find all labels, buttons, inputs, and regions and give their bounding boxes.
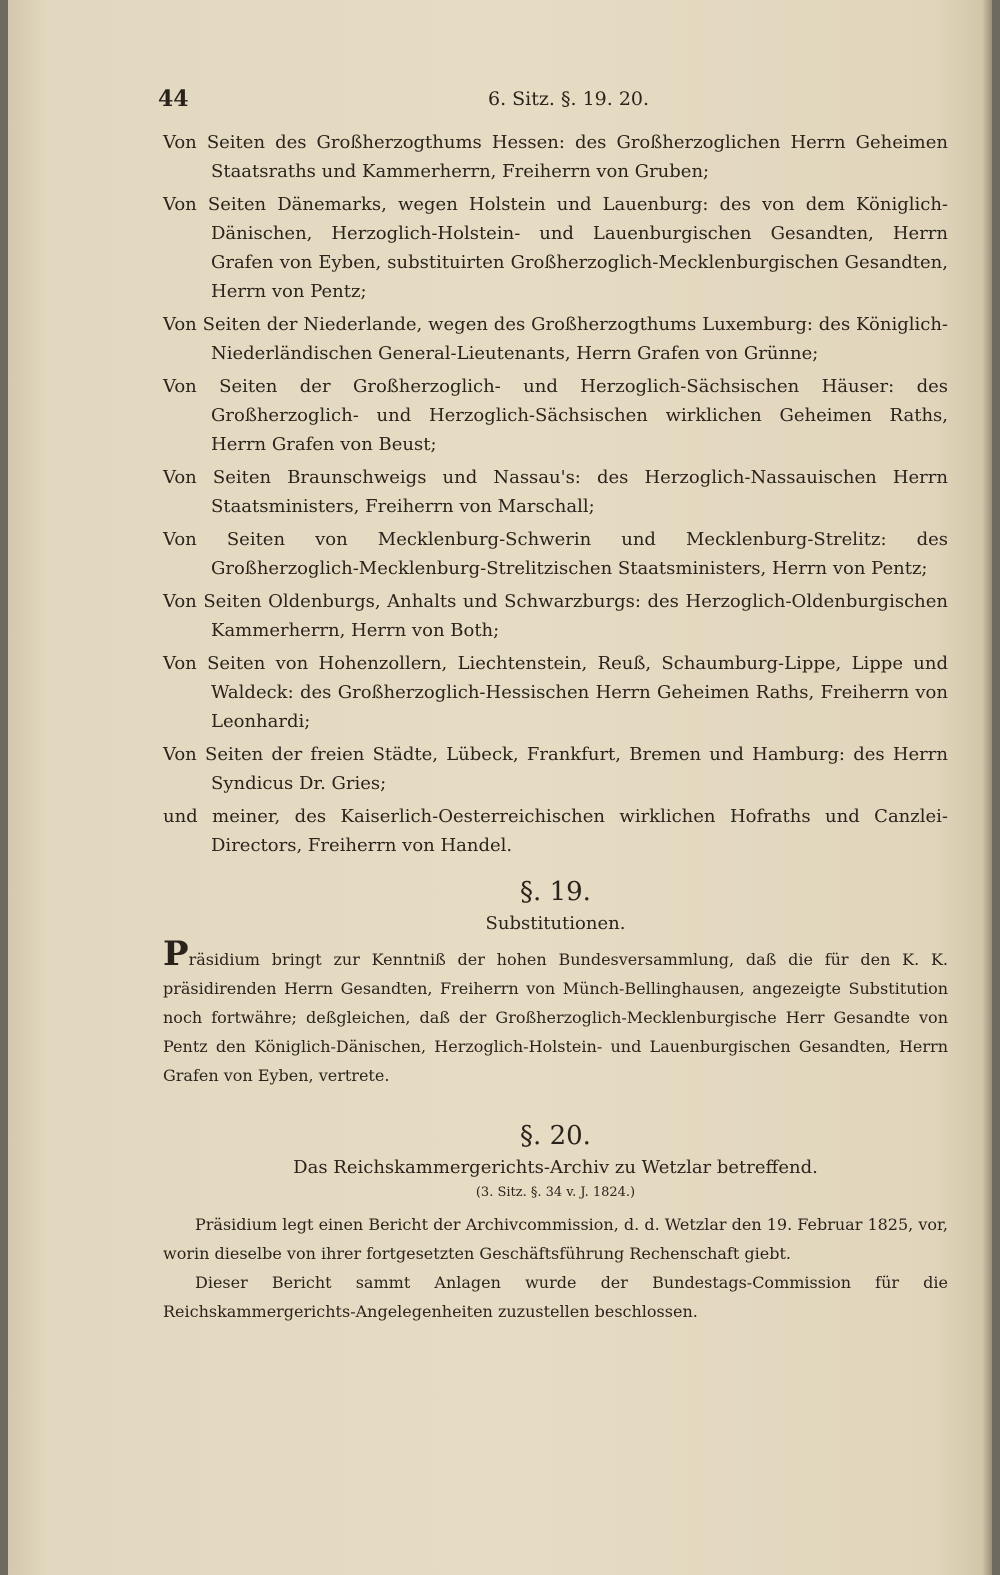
running-head: 6. Sitz. §. 19. 20. [488, 88, 650, 110]
delegate-entry: Von Seiten der Großherzoglich- und Herzoglich-Sächsischen Häuser: des Großherzoglich- und Herzoglich-Sächsischen wirklichen Geheimen Raths, Herrn Grafen von Beust; [163, 376, 948, 455]
delegate-entry: Von Seiten der freien Städte, Lübeck, Frankfurt, Bremen und Hamburg: des Herrn Syndicus Dr. Gries; [163, 744, 948, 794]
section-19-text: räsidium bringt zur Kenntniß der hohen Bundesversammlung, daß die für den K. K. präsidirenden Herrn Gesandten, Freiherrn von Münch-Bellinghausen, angezeigte Substitution noch fortwähre; deßgleichen, daß der Großherzoglich-Mecklenburgische Herr Gesandte von Pentz den Königlich-Dänischen, Herzoglich-Holstein- und Lauenburgischen Gesandten, Herrn Grafen von Eyben, vertrete. [163, 950, 948, 1085]
section-19-subtitle: Substitutionen. [485, 913, 626, 934]
delegate-entry: Von Seiten von Mecklenburg-Schwerin und Mecklenburg-Strelitz: des Großherzoglich-Mecklenburg-Strelitzischen Staatsministers, Herrn von Pentz; [163, 529, 948, 579]
page-header [158, 86, 948, 116]
section-19-paragraph [163, 934, 948, 1090]
page-number: 44 [158, 86, 189, 112]
section-20-subtitle: Das Reichskammergerichts-Archiv zu Wetzlar betreffend. [293, 1157, 818, 1178]
drop-cap: P [163, 934, 189, 974]
delegate-entry: Von Seiten des Großherzogthums Hessen: des Großherzoglichen Herrn Geheimen Staatsraths und Kammerherrn, Freiherrn von Gruben; [163, 132, 948, 182]
section-20-reference: (3. Sitz. §. 34 v. J. 1824.) [475, 1185, 636, 1200]
page-content [163, 128, 948, 1326]
document-page [8, 0, 992, 1575]
delegate-entry: Von Seiten Braunschweigs und Nassau's: des Herzoglich-Nassauischen Herrn Staatsministers, Freiherrn von Marschall; [163, 467, 948, 517]
section-19-title: §. 19. [520, 877, 591, 907]
section-20-paragraph: Präsidium legt einen Bericht der Archivcommission, d. d. Wetzlar den 19. Februar 1825, vor, worin dieselbe von ihrer fortgesetzten Geschäftsführung Rechenschaft giebt. [163, 1215, 948, 1263]
delegate-entry: Von Seiten von Hohenzollern, Liechtenstein, Reuß, Schaumburg-Lippe, Lippe und Waldeck: des Großherzoglich-Hessischen Herrn Geheimen Raths, Freiherrn von Leonhardi; [163, 653, 948, 732]
delegate-entry: und meiner, des Kaiserlich-Oesterreichischen wirklichen Hofraths und Canzlei-Directors, Freiherrn von Handel. [163, 806, 948, 856]
delegate-entry: Von Seiten der Niederlande, wegen des Großherzogthums Luxemburg: des Königlich-Niederländischen General-Lieutenants, Herrn Grafen von Grünne; [163, 314, 948, 364]
section-20-paragraph: Dieser Bericht sammt Anlagen wurde der Bundestags-Commission für die Reichskammergerichts-Angelegenheiten zuzustellen beschlossen. [163, 1273, 948, 1321]
delegate-entry: Von Seiten Dänemarks, wegen Holstein und Lauenburg: des von dem Königlich-Dänischen, Herzoglich-Holstein- und Lauenburgischen Gesandten, Herrn Grafen von Eyben, substituirten Großherzoglich-Mecklenburgischen Gesandten, Herrn von Pentz; [163, 194, 948, 302]
delegate-entry: Von Seiten Oldenburgs, Anhalts und Schwarzburgs: des Herzoglich-Oldenburgischen Kammerherrn, Herrn von Both; [163, 591, 948, 641]
section-20-title: §. 20. [520, 1121, 591, 1151]
